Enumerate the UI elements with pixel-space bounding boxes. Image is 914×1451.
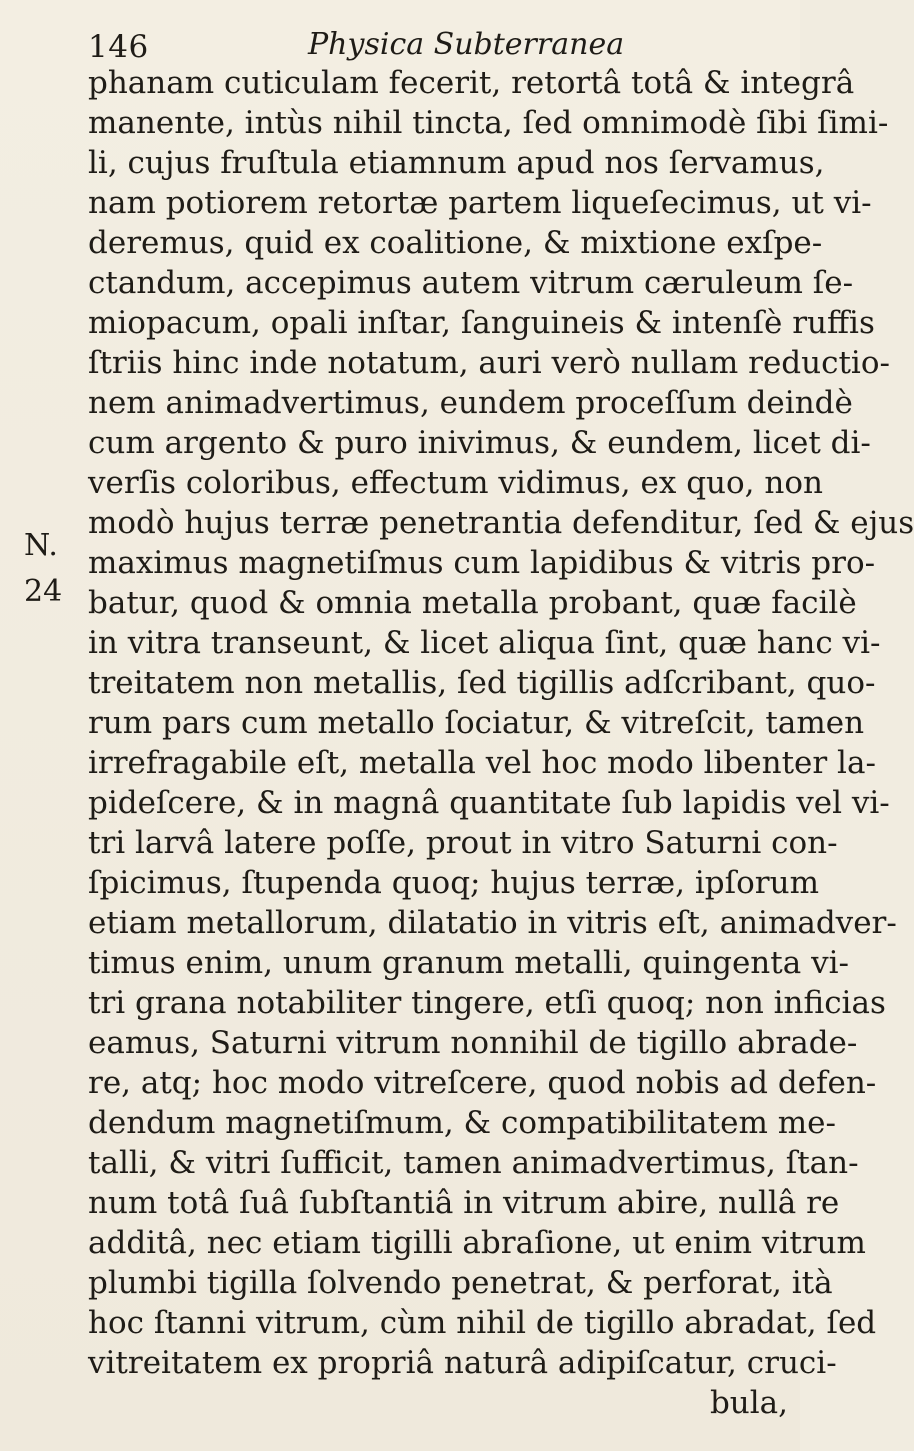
body-text	[88, 63, 914, 1423]
text-line: ſpicimus, ſtupenda quoq; hujus terræ, ipſorum	[88, 865, 819, 901]
text-line: li, cujus fruſtula etiamnum apud nos ſervamus,	[88, 145, 825, 181]
text-line: miopacum, opali inſtar, ſanguineis & intenſè ruffis	[88, 305, 875, 341]
text-line: irrefragabile eſt, metalla vel hoc modo libenter la-	[88, 745, 876, 781]
text-line: vitreitatem ex propriâ naturâ adipiſcatur, cruci-	[88, 1345, 837, 1381]
margin-note: 24	[24, 574, 63, 609]
text-line: pideſcere, & in magnâ quantitate ſub lapidis vel vi-	[88, 785, 890, 821]
margin-note: N.	[24, 528, 58, 563]
text-line: dendum magnetiſmum, & compatibilitatem me-	[88, 1105, 836, 1141]
running-title: Physica Subterranea	[308, 27, 625, 62]
catchword: bula,	[709, 1385, 788, 1421]
text-line: cum argento & puro inivimus, & eundem, licet di-	[88, 425, 871, 461]
text-line: num totâ ſuâ ſubſtantiâ in vitrum abire, nullâ re	[88, 1185, 840, 1221]
text-line: plumbi tigilla ſolvendo penetrat, & perforat, ità	[88, 1265, 833, 1301]
text-line: talli, & vitri ſufficit, tamen animadvertimus, ſtan-	[88, 1145, 859, 1181]
page-number: 146	[88, 29, 149, 65]
text-line: batur, quod & omnia metalla probant, quæ facilè	[88, 585, 857, 621]
text-line: tri larvâ latere poſſe, prout in vitro Saturni con-	[88, 825, 838, 861]
text-line: re, atq; hoc modo vitreſcere, quod nobis ad defen-	[88, 1065, 877, 1101]
text-line: rum pars cum metallo ſociatur, & vitreſcit, tamen	[88, 705, 865, 741]
text-line: verſis coloribus, effectum vidimus, ex quo, non	[88, 465, 823, 501]
text-line: manente, intùs nihil tincta, ſed omnimodè ſibi ſimi-	[88, 105, 889, 141]
text-line: maximus magnetiſmus cum lapidibus & vitris pro-	[88, 545, 876, 581]
text-line: phanam cuticulam fecerit, retortâ totâ & integrâ	[88, 65, 855, 101]
text-line: ſtriis hinc inde notatum, auri verò nullam reductio-	[88, 345, 890, 381]
text-line: etiam metallorum, dilatatio in vitris eſt, animadver-	[88, 905, 897, 941]
text-line: timus enim, unum granum metalli, quingenta vi-	[88, 945, 849, 981]
text-line: modò hujus terræ penetrantia defenditur, ſed & ejus	[88, 505, 914, 541]
text-line: in vitra transeunt, & licet aliqua ſint, quæ hanc vi-	[88, 625, 881, 661]
text-line: deremus, quid ex coalitione, & mixtione exſpe-	[88, 225, 823, 261]
text-line: tri grana notabiliter tingere, etſi quoq; non inficias	[88, 985, 886, 1021]
text-line: nem animadvertimus, eundem proceſſum deindè	[88, 385, 853, 421]
text-line: additâ, nec etiam tigilli abraſione, ut enim vitrum	[88, 1225, 866, 1261]
text-line: ctandum, accepimus autem vitrum cæruleum ſe-	[88, 265, 854, 301]
text-line: treitatem non metallis, ſed tigillis adſcribant, quo-	[88, 665, 876, 701]
text-line: nam potiorem retortæ partem liqueſecimus, ut vi-	[88, 185, 872, 221]
text-line: eamus, Saturni vitrum nonnihil de tigillo abrade-	[88, 1025, 858, 1061]
text-line: hoc ſtanni vitrum, cùm nihil de tigillo abradat, ſed	[88, 1305, 877, 1341]
